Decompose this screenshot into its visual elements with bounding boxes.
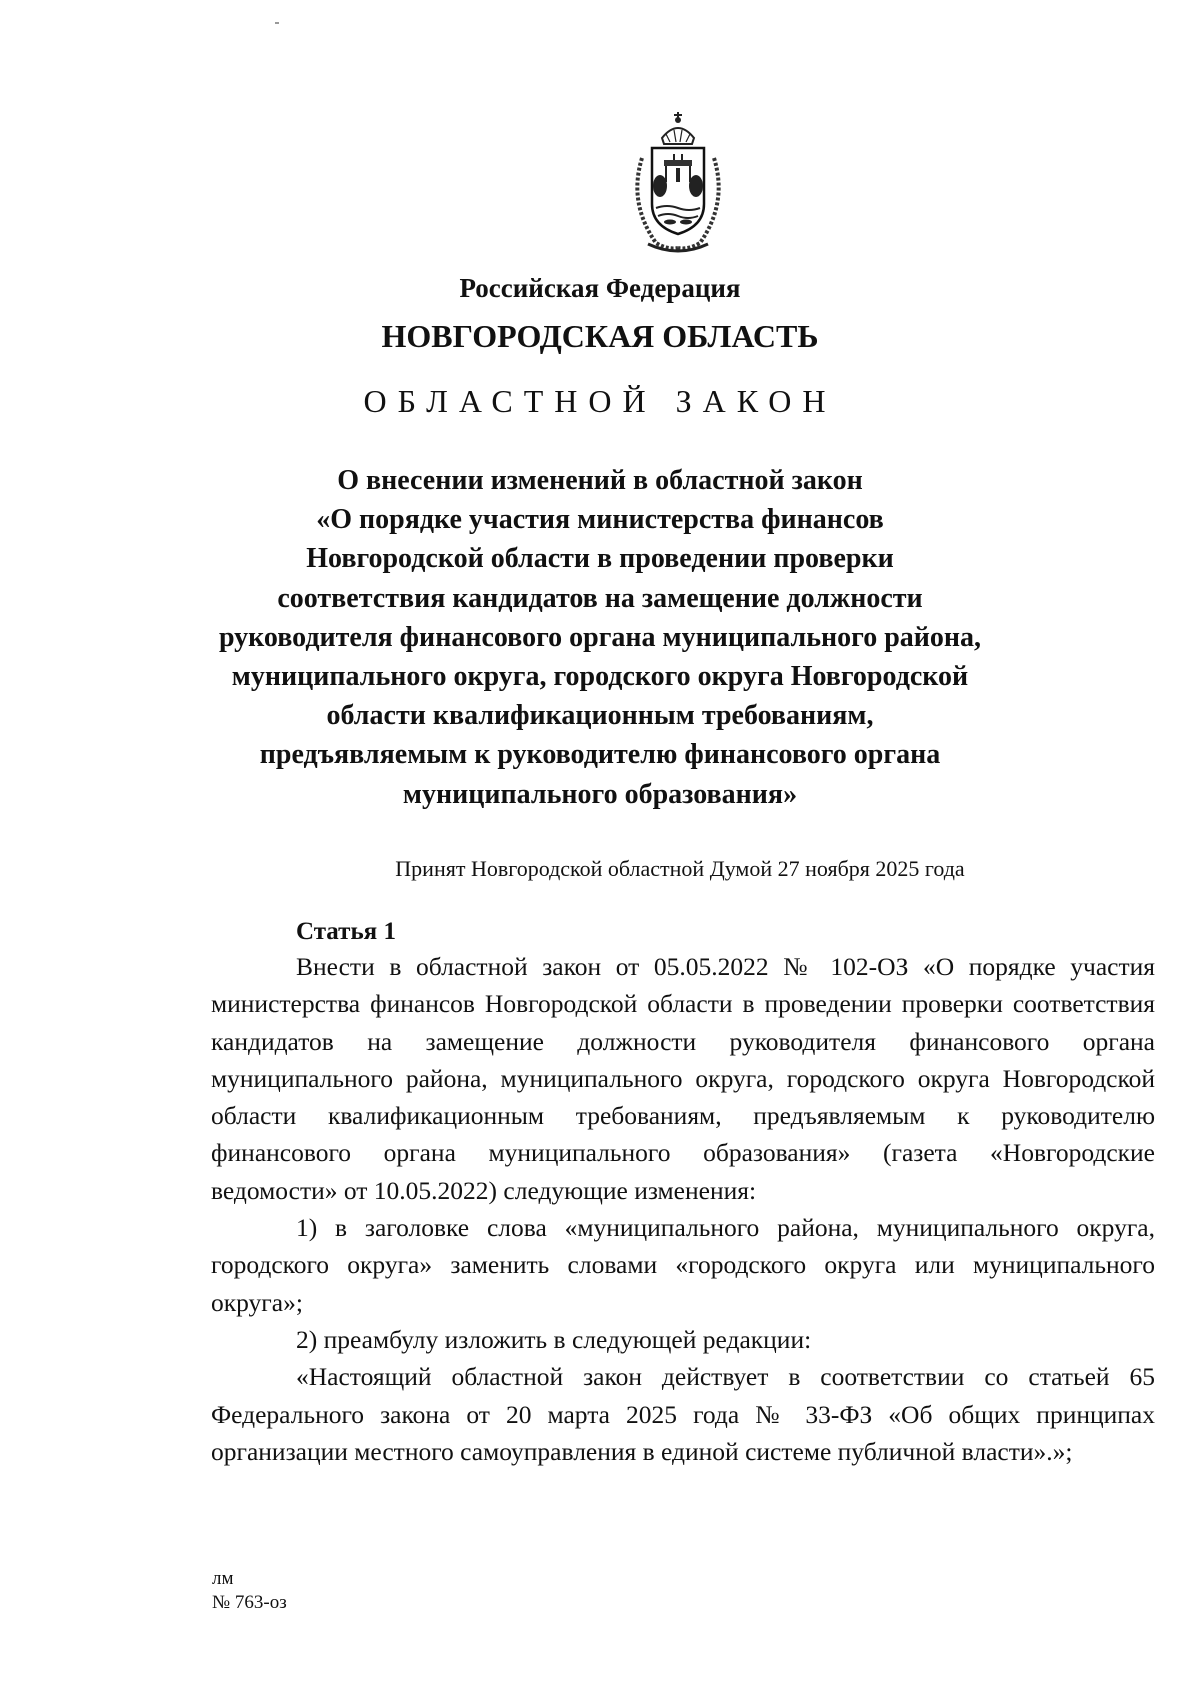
- title-line: области квалификационным требованиям,: [326, 700, 874, 732]
- law-number: № 763-оз: [212, 1592, 287, 1613]
- title-line: предъявляемым к руководителю финансового органа: [259, 739, 941, 771]
- law-type: ОБЛАСТНОЙ ЗАКОН: [363, 383, 837, 419]
- scan-speck: [275, 22, 279, 24]
- article-body: [211, 948, 1155, 1470]
- country-name: Российская Федерация: [459, 273, 741, 303]
- title-line: руководителя финансового органа муниципального района,: [218, 621, 982, 653]
- article-heading: Статья 1: [296, 918, 396, 945]
- article-paragraph: Внести в областной закон от 05.05.2022 № 102-ОЗ «О порядке участия министерства финансов Новгородской области в проведении проверки соответствия кандидатов на замещение должности руководителя финансового органа муниципального района, муниципального округа, городского округа Новгородской области квалификационным требованиям, предъявляемым к руководителю финансового органа муниципального образования» (газета «Новгородские ведомости» от 10.05.2022) следующие изменения:: [211, 952, 1155, 1205]
- article-paragraph: 1) в заголовке слова «муниципального района, муниципального округа, городского округа» заменить словами «городского округа или муниципального округа»;: [211, 1213, 1155, 1317]
- article-paragraph: «Настоящий областной закон действует в соответствии со статьей 65 Федерального закона от 20 марта 2025 года № 33-ФЗ «Об общих принципах организации местного самоуправления в единой системе публичной власти».»;: [211, 1362, 1155, 1466]
- executor-initials: лм: [212, 1568, 234, 1589]
- document-footer: [212, 1567, 287, 1615]
- coat-of-arms-icon: [618, 108, 738, 258]
- title-line: Новгородской области в проведении проверки: [306, 543, 894, 575]
- title-line: О внесении изменений в областной закон: [337, 465, 863, 496]
- article-paragraph: 2) преамбулу изложить в следующей редакции:: [296, 1324, 812, 1354]
- adoption-note: Принят Новгородской областной Думой 27 ноября 2025 года: [395, 856, 965, 881]
- title-line: муниципального образования»: [402, 778, 798, 810]
- title-line: соответствия кандидатов на замещение должности: [277, 582, 923, 614]
- law-title: [0, 461, 1200, 814]
- title-line: муниципального округа, городского округа Новгородской: [231, 661, 969, 693]
- title-line: «О порядке участия министерства финансов: [316, 504, 884, 536]
- region-name: НОВГОРОДСКАЯ ОБЛАСТЬ: [381, 318, 819, 354]
